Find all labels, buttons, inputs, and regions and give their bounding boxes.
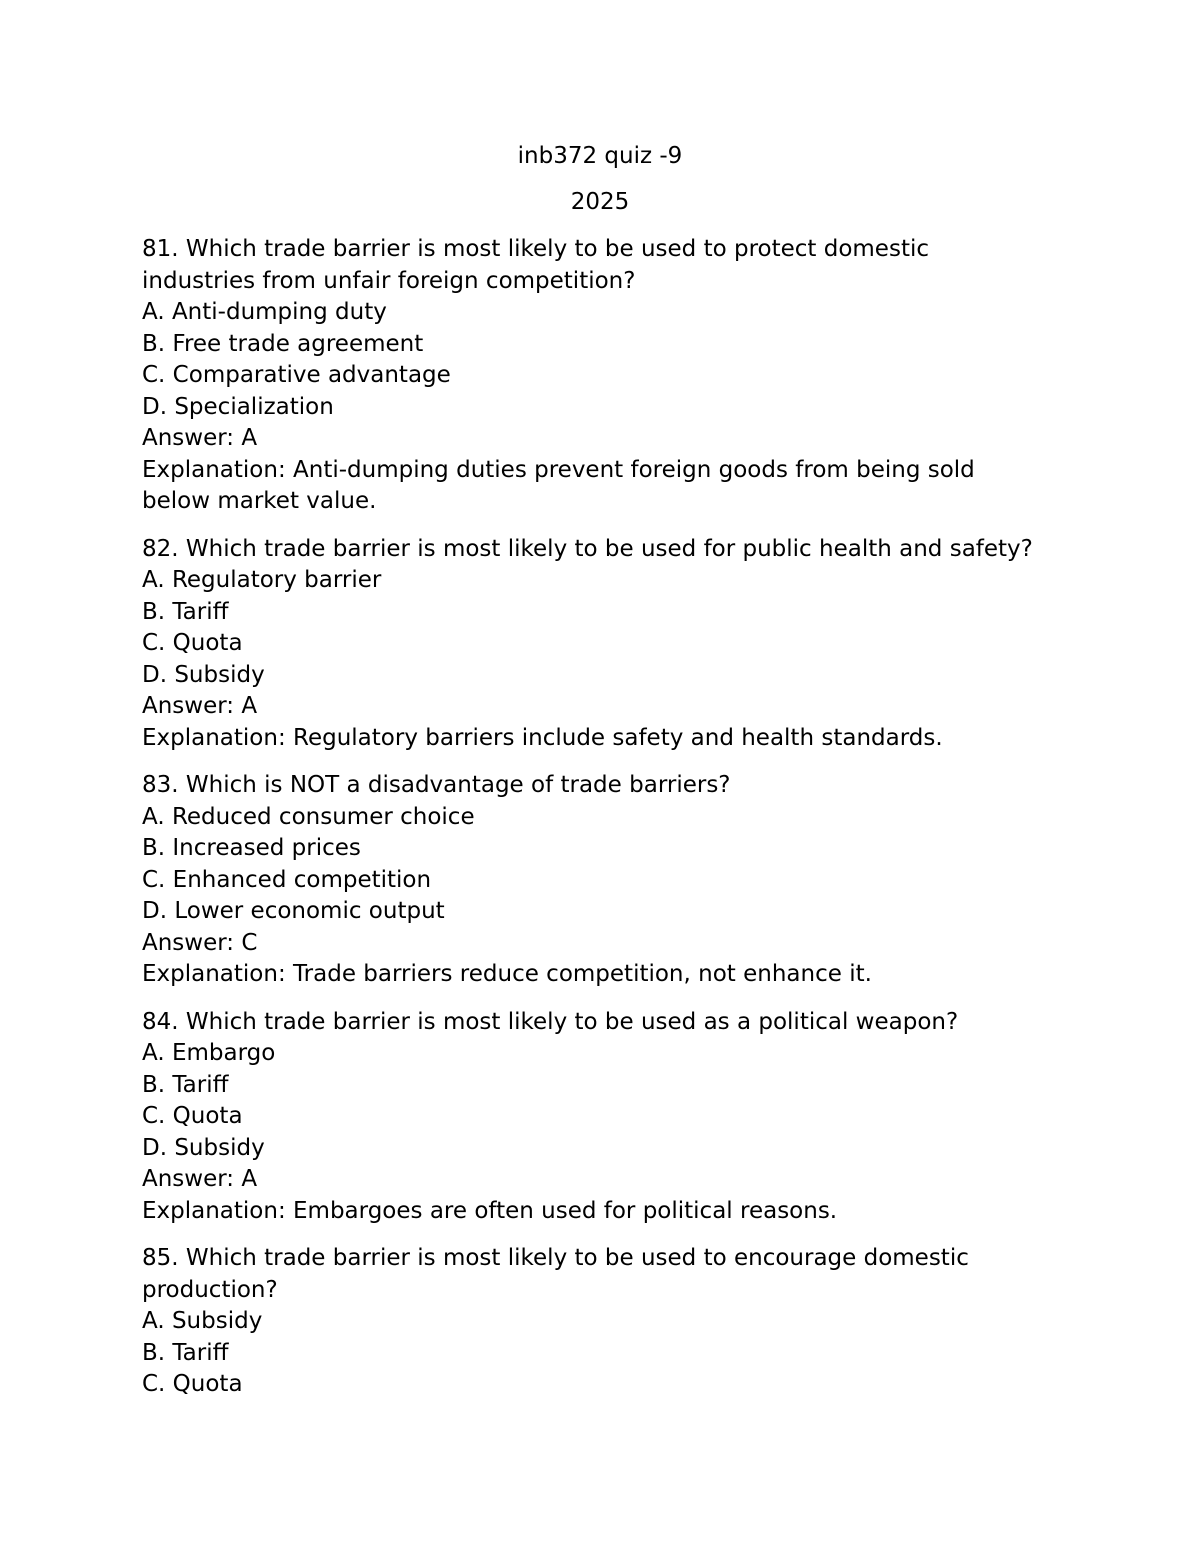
option-a: A. Embargo bbox=[142, 1040, 276, 1066]
option-c: C. Quota bbox=[142, 1371, 243, 1397]
question-81 bbox=[142, 234, 1072, 518]
question-85 bbox=[142, 1243, 1072, 1401]
answer: Answer: A bbox=[142, 693, 258, 719]
question-text: 84. Which trade barrier is most likely to be used as a political weapon? bbox=[142, 1008, 959, 1035]
option-c: C. Quota bbox=[142, 630, 243, 656]
question-82 bbox=[142, 534, 1072, 755]
option-c: C. Enhanced competition bbox=[142, 866, 432, 893]
option-d: D. Subsidy bbox=[142, 661, 265, 688]
question-text: 85. Which trade barrier is most likely to be used to encourage domestic bbox=[142, 1245, 969, 1271]
option-a: A. Anti-dumping duty bbox=[142, 299, 387, 325]
explanation: Explanation: Anti-dumping duties prevent foreign goods from being sold bbox=[142, 456, 975, 483]
question-text: 83. Which is NOT a disadvantage of trade barriers? bbox=[142, 772, 731, 798]
option-b: B. Free trade agreement bbox=[142, 330, 424, 357]
option-b: B. Increased prices bbox=[142, 835, 361, 861]
option-c: C. Quota bbox=[142, 1103, 243, 1129]
option-a: A. Regulatory barrier bbox=[142, 567, 382, 593]
answer: Answer: A bbox=[142, 425, 258, 451]
answer: Answer: A bbox=[142, 1166, 258, 1192]
explanation: Explanation: Regulatory barriers include safety and health standards. bbox=[142, 724, 943, 751]
question-text: industries from unfair foreign competition? bbox=[142, 267, 636, 294]
question-text: production? bbox=[142, 1276, 278, 1303]
answer: Answer: C bbox=[142, 929, 258, 956]
option-c: C. Comparative advantage bbox=[142, 362, 451, 388]
option-b: B. Tariff bbox=[142, 1339, 229, 1366]
explanation: below market value. bbox=[142, 488, 377, 514]
question-text: 81. Which trade barrier is most likely to be used to protect domestic bbox=[142, 236, 929, 262]
question-83 bbox=[142, 770, 1072, 991]
option-d: D. Lower economic output bbox=[142, 898, 445, 924]
option-a: A. Subsidy bbox=[142, 1308, 263, 1334]
explanation: Explanation: Embargoes are often used for political reasons. bbox=[142, 1197, 838, 1224]
explanation: Explanation: Trade barriers reduce competition, not enhance it. bbox=[142, 961, 872, 987]
question-84 bbox=[142, 1007, 1072, 1228]
option-d: D. Subsidy bbox=[142, 1134, 265, 1161]
quiz-content bbox=[142, 234, 1072, 1417]
option-a: A. Reduced consumer choice bbox=[142, 803, 475, 830]
question-text: 82. Which trade barrier is most likely to be used for public health and safety? bbox=[142, 535, 1033, 562]
option-d: D. Specialization bbox=[142, 393, 334, 420]
document-title: inb372 quiz -9 bbox=[517, 143, 683, 169]
option-b: B. Tariff bbox=[142, 1071, 229, 1098]
option-b: B. Tariff bbox=[142, 598, 229, 625]
document-year: 2025 bbox=[570, 189, 630, 215]
